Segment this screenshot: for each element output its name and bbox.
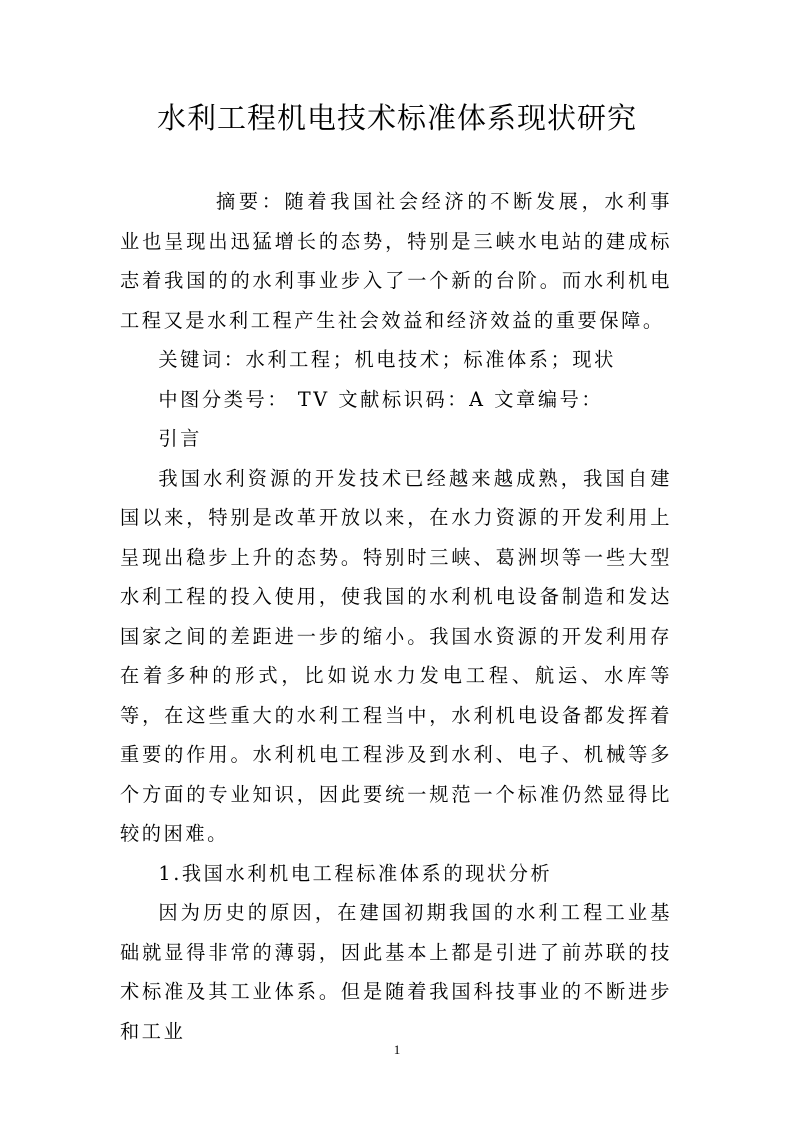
- section-1-heading: 1.我国水利机电工程标准体系的现状分析: [158, 861, 553, 885]
- abstract-paragraph: 摘要：随着我国社会经济的不断发展，水利事业也呈现出迅猛增长的态势，特别是三峡水电站的建成标志着我国的的水利事业步入了一个新的台阶。而水利机电工程又是水利工程产生社会效益和经济效益的重要保障。: [120, 190, 672, 332]
- page-number: 1: [393, 1042, 401, 1057]
- classification-line: 中图分类号： TV 文献标识码：A 文章编号：: [158, 387, 604, 411]
- section-1-paragraph: 因为历史的原因，在建国初期我国的水利工程工业基础就显得非常的薄弱，因此基本上都是引进了前苏联的技术标准及其工业体系。但是随着我国科技事业的不断进步和工业: [120, 901, 672, 1043]
- introduction-paragraph: 我国水利资源的开发技术已经越来越成熟，我国自建国以来，特别是改革开放以来，在水力资源的开发利用上呈现出稳步上升的态势。特别时三峡、葛洲坝等一些大型水利工程的投入使用，使我国的水利机电设备制造和发达国家之间的差距进一步的缩小。我国水资源的开发利用存在着多种的形式，比如说水力发电工程、航运、水库等等，在这些重大的水利工程当中，水利机电设备都发挥着重要的作用。水利机电工程涉及到水利、电子、机械等多个方面的专业知识，因此要统一规范一个标准仍然显得比较的困难。: [120, 466, 672, 845]
- introduction-heading: 引言: [158, 427, 202, 450]
- document-body: [120, 182, 672, 1051]
- document-title: 水利工程机电技术标准体系现状研究: [156, 101, 637, 135]
- keywords-line: 关键词：水利工程；机电技术；标准体系；现状: [158, 348, 616, 371]
